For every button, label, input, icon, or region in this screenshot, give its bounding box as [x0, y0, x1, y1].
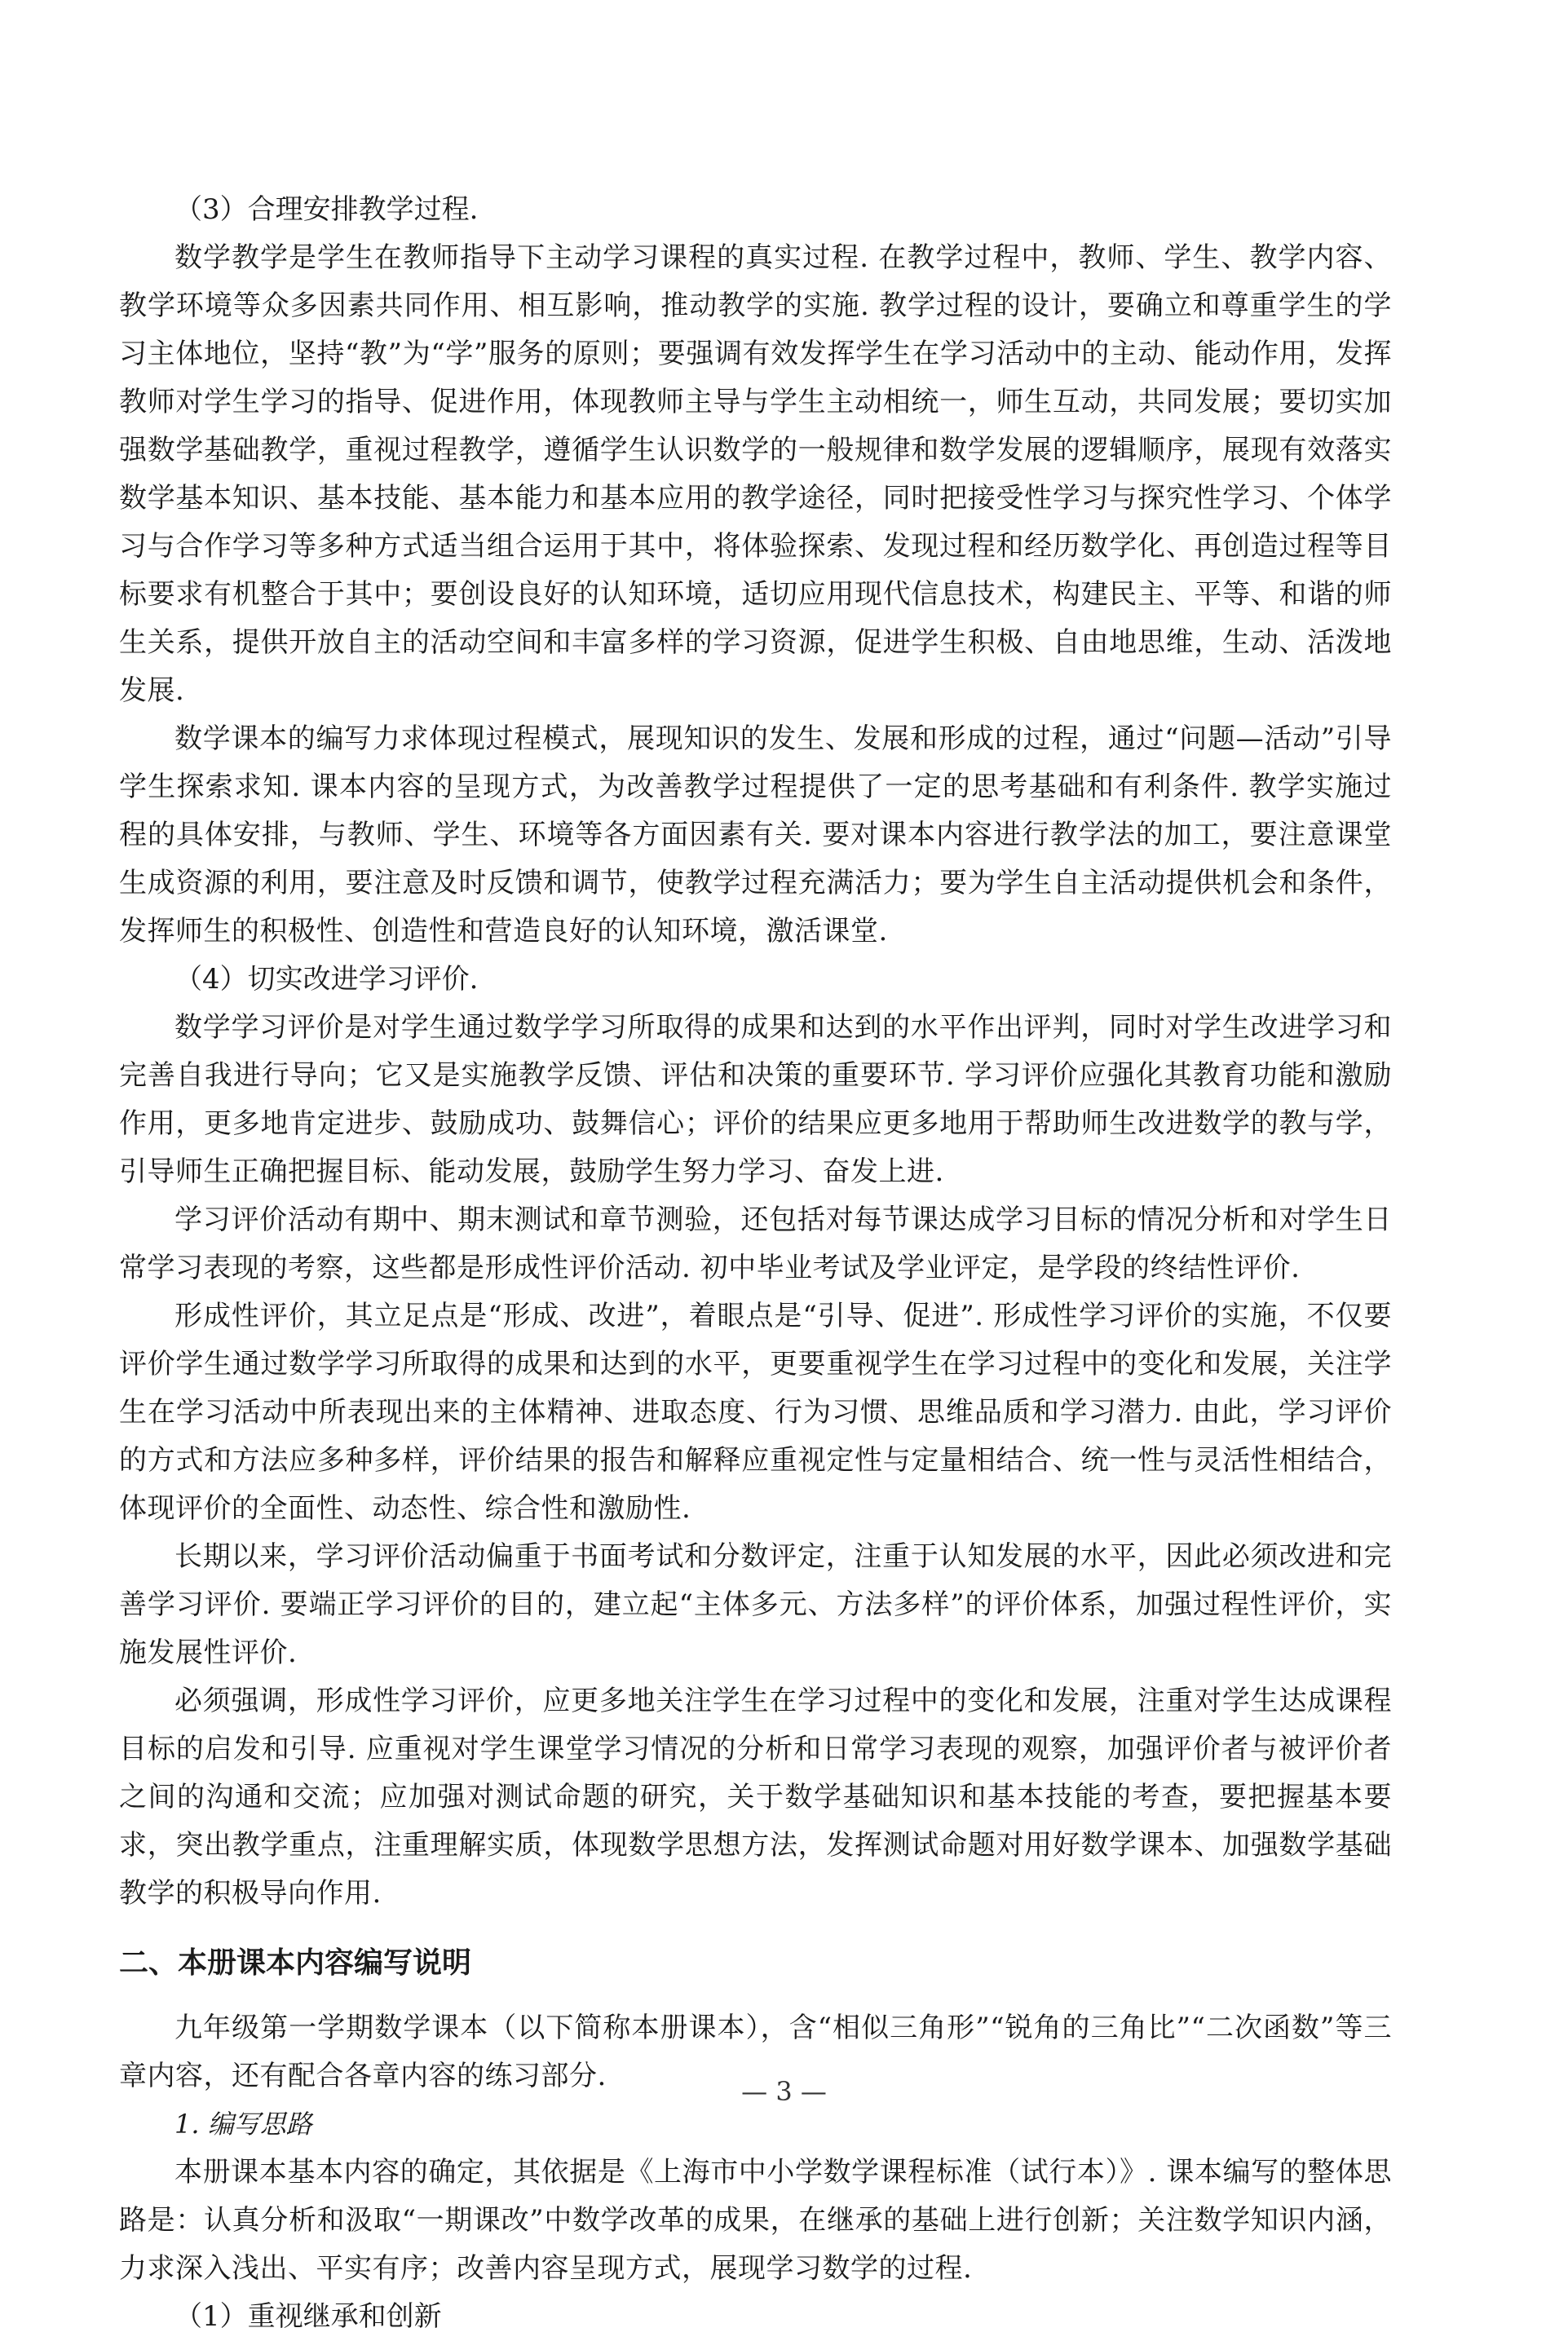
paragraph-evaluation-definition: 数学学习评价是对学生通过数学学习所取得的成果和达到的水平作出评判，同时对学生改进学习和完善自我进行导向；它又是实施教学反馈、评估和决策的重要环节. 学习评价应强化其教育功能和激励作用，更多地肯定进步、鼓励成功、鼓舞信心；评价的结果应更多地用于帮助师生改进数学的教与学，引导师生正确把握目标、能动发展，鼓励学生努力学习、奋发上进. [119, 1011, 1392, 1188]
section-3-title: （3）合理安排教学过程. [174, 193, 479, 226]
paragraph-formative-evaluation: 形成性评价，其立足点是“形成、改进”，着眼点是“引导、促进”. 形成性学习评价的实施，不仅要评价学生通过数学学习所取得的成果和达到的水平，更要重视学生在学习过程中的变化和发展，关注学生在学习活动中所表现出来的主体精神、进取态度、行为习惯、思维品质和学习潜力. 由此，学习评价的方式和方法应多种多样，评价结果的报告和解释应重视定性与定量相结合、统一性与灵活性相结合，体现评价的全面性、动态性、综合性和激励性. [119, 1300, 1392, 1525]
paragraph-teaching-process: 数学教学是学生在教师指导下主动学习课程的真实过程. 在教学过程中，教师、学生、教学内容、教学环境等众多因素共同作用、相互影响，推动教学的实施. 教学过程的设计，要确立和尊重学生的学习主体地位，坚持“教”为“学”服务的原则；要强调有效发挥学生在学习活动中的主动、能动作用，发挥教师对学生学习的指导、促进作用，体现教师主导与学生主动相统一，师生互动，共同发展；要切实加强数学基础教学，重视过程教学，遵循学生认识数学的一般规律和数学发展的逻辑顺序，展现有效落实数学基本知识、基本技能、基本能力和基本应用的教学途径，同时把接受性学习与探究性学习、个体学习与合作学习等多种方式适当组合运用于其中，将体验探索、发现过程和经历数学化、再创造过程等目标要求有机整合于其中；要创设良好的认知环境，适切应用现代信息技术，构建民主、平等、和谐的师生关系，提供开放自主的活动空间和丰富多样的学习资源，促进学生积极、自由地思维，生动、活泼地发展. [119, 241, 1392, 707]
page-number: — 3 — [741, 2076, 827, 2107]
section-heading-2: 二、本册课本内容编写说明 [119, 1946, 472, 1980]
subsection-1-title: 1. 编写思路 [174, 2109, 312, 2140]
paragraph-evaluation-activities: 学习评价活动有期中、期末测试和章节测验，还包括对每节课达成学习目标的情况分析和对学生日常学习表现的考察，这些都是形成性评价活动. 初中毕业考试及学业评定，是学段的终结性评价. [119, 1204, 1392, 1284]
paragraph-long-term-evaluation: 长期以来，学习评价活动偏重于书面考试和分数评定，注重于认知发展的水平，因此必须改进和完善学习评价. 要端正学习评价的目的，建立起“主体多元、方法多样”的评价体系，加强过程性评价，实施发展性评价. [119, 1540, 1392, 1669]
paragraph-textbook-process: 数学课本的编写力求体现过程模式，展现知识的发生、发展和形成的过程，通过“问题—活动”引导学生探索求知. 课本内容的呈现方式，为改善教学过程提供了一定的思考基础和有利条件. 教学实施过程的具体安排，与教师、学生、环境等各方面因素有关. 要对课本内容进行教学法的加工，要注意课堂生成资源的利用，要注意及时反馈和调节，使教学过程充满活力；要为学生自主活动提供机会和条件，发挥师生的积极性、创造性和营造良好的认知环境，激活课堂. [119, 722, 1392, 947]
paragraph-writing-approach: 本册课本基本内容的确定，其依据是《上海市中小学数学课程标准（试行本）》. 课本编写的整体思路是：认真分析和汲取“一期课改”中数学改革的成果，在继承的基础上进行创新；关注数学知识内涵，力求深入浅出、平实有序；改善内容呈现方式，展现学习数学的过程. [119, 2156, 1392, 2285]
paragraph-textbook-overview: 九年级第一学期数学课本（以下简称本册课本），含“相似三角形”“锐角的三角比”“二次函数”等三章内容，还有配合各章内容的练习部分. [119, 2012, 1392, 2092]
paragraph-must-emphasize: 必须强调，形成性学习评价，应更多地关注学生在学习过程中的变化和发展，注重对学生达成课程目标的启发和引导. 应重视对学生课堂学习情况的分析和日常学习表现的观察，加强评价者与被评价者之间的沟通和交流；应加强对测试命题的研究，关于数学基础知识和基本技能的考查，要把握基本要求，突出教学重点，注重理解实质，体现数学思想方法，发挥测试命题对用好数学课本、加强数学基础教学的积极导向作用. [119, 1685, 1392, 1910]
section-4-title: （4）切实改进学习评价. [174, 963, 479, 996]
subsection-inherit-innovate-title: （1）重视继承和创新 [174, 2300, 442, 2333]
